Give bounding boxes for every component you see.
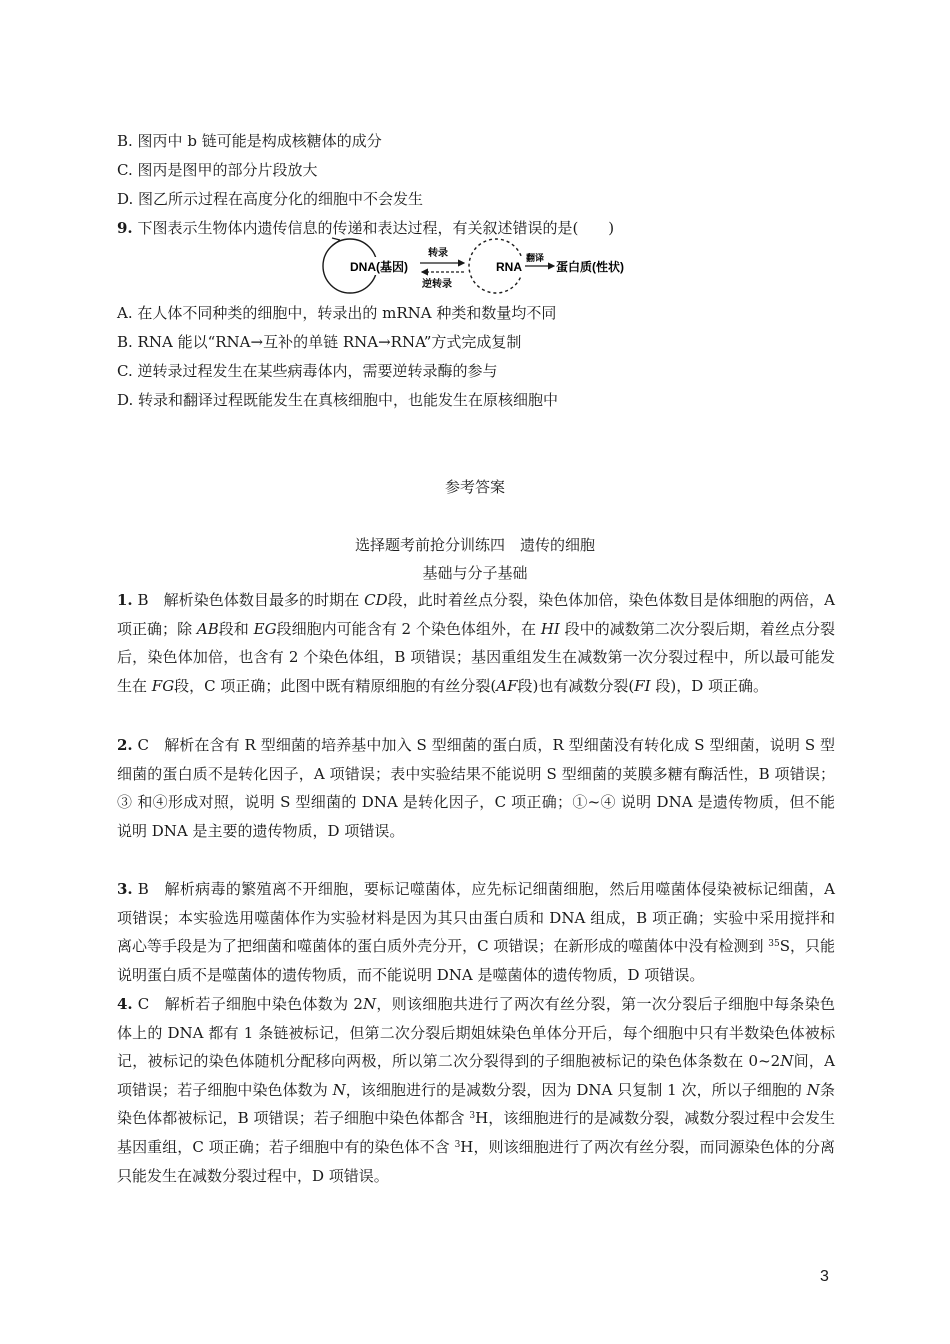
dna-label: DNA(基因)	[350, 260, 408, 274]
question-9-number: 9.	[117, 219, 133, 237]
question-9-option-b: B. RNA 能以“RNA→互补的单链 RNA→RNA”方式完成复制	[117, 333, 522, 351]
rna-label: RNA	[496, 260, 522, 274]
question-9-option-a: A. 在人体不同种类的细胞中，转录出的 mRNA 种类和数量均不同	[117, 304, 557, 322]
answers-title: 选择题考前抢分训练四 遗传的细胞	[354, 536, 595, 554]
option-d-prev: D. 图乙所示过程在高度分化的细胞中不会发生	[117, 190, 424, 208]
reverse-transcription-label: 逆转录	[422, 279, 452, 290]
answers-subtitle: 基础与分子基础	[422, 564, 528, 582]
translation-label: 翻译	[526, 253, 545, 263]
answer-4: 4. C 解析若子细胞中染色体数为 2N，则该细胞共进行了两次有丝分裂，第一次分裂后子细胞中每条染色体上的 DNA 都有 1 条链被标记，但第二次分裂后期姐妹染色单体分开后，每个细胞中只有半数染色体被标记，被标记的染色体随机分配移向两极，所以第二次分裂得到的子细胞被标记的染色体条数在 0~2N间，A 项错误；若子细胞中染色体数为 N，该细胞进行的是减数分裂，因为 DNA 只复制 1 次，所以子细胞的 N条染色体都被标记，B 项错误；若子细胞中染色体都含 $^3$H，该细胞进行的是减数分裂，减数分裂过程中会发生基因重组，C 项正确；若子细胞中有的染色体不含 $^3$H，则该细胞进行了两次有丝分裂，而同源染色体的分离只能发生在减数分裂过程中，D 项错误。	[117, 995, 835, 1185]
answers-heading: 参考答案	[444, 478, 505, 496]
option-b-prev: B. 图丙中 b 链可能是构成核糖体的成分	[117, 132, 382, 150]
question-9-stem	[117, 218, 614, 238]
genetic-information-flow-diagram	[316, 237, 646, 295]
question-9-option-d: D. 转录和翻译过程既能发生在真核细胞中，也能发生在原核细胞中	[117, 391, 559, 409]
answer-1: 1. B 解析染色体数目最多的时期在 CD段，此时着丝点分裂，染色体加倍，染色体数目是体细胞的两倍，A 项正确；除 AB段和 EG段细胞内可能含有 2 个染色体组外，在 HI 段中的减数第二次分裂后期，着丝点分裂后，染色体加倍，也含有 2 个染色体组，B 项错误；基因重组发生在减数第一次分裂过程中，所以最可能发生在 FG段，C 项正确；此图中既有精原细胞的有丝分裂(AF段)也有减数分裂(FI 段)，D 项正确。	[117, 591, 835, 695]
answer-2: 2. C 解析在含有 R 型细菌的培养基中加入 S 型细菌的蛋白质，R 型细菌没有转化成 S 型细菌，说明 S 型细菌的蛋白质不是转化因子，A 项错误；表中实验结果不能说明 S 型细菌的荚膜多糖有酶活性，B 项错误；③ 和④形成对照，说明 S 型细菌的 DNA 是转化因子，C 项正确；①~④ 说明 DNA 是遗传物质，但不能说明 DNA 是主要的遗传物质，D 项错误。	[117, 736, 835, 840]
protein-label: 蛋白质(性状)	[556, 260, 624, 274]
question-9-option-c: C. 逆转录过程发生在某些病毒体内，需要逆转录酶的参与	[117, 362, 498, 380]
answer-3: 3. B 解析病毒的繁殖离不开细胞，要标记噬菌体，应先标记细菌细胞，然后用噬菌体侵染被标记细菌，A 项错误；本实验选用噬菌体作为实验材料是因为其只由蛋白质和 DNA 组成，B 项正确；实验中采用搅拌和离心等手段是为了把细菌和噬菌体的蛋白质外壳分开，C 项错误；在新形成的噬菌体中没有检测到 $^{35}$S，只能说明蛋白质不是噬菌体的遗传物质，而不能说明 DNA 是噬菌体的遗传物质，D 项错误。	[117, 880, 835, 984]
option-c-prev: C. 图丙是图甲的部分片段放大	[117, 161, 318, 179]
question-9-text: 下图表示生物体内遗传信息的传递和表达过程，有关叙述错误的是( )	[132, 219, 615, 237]
page-number: 3	[820, 1268, 829, 1285]
transcription-label: 转录	[428, 248, 448, 259]
dna-replication-arrow-icon	[332, 238, 340, 245]
